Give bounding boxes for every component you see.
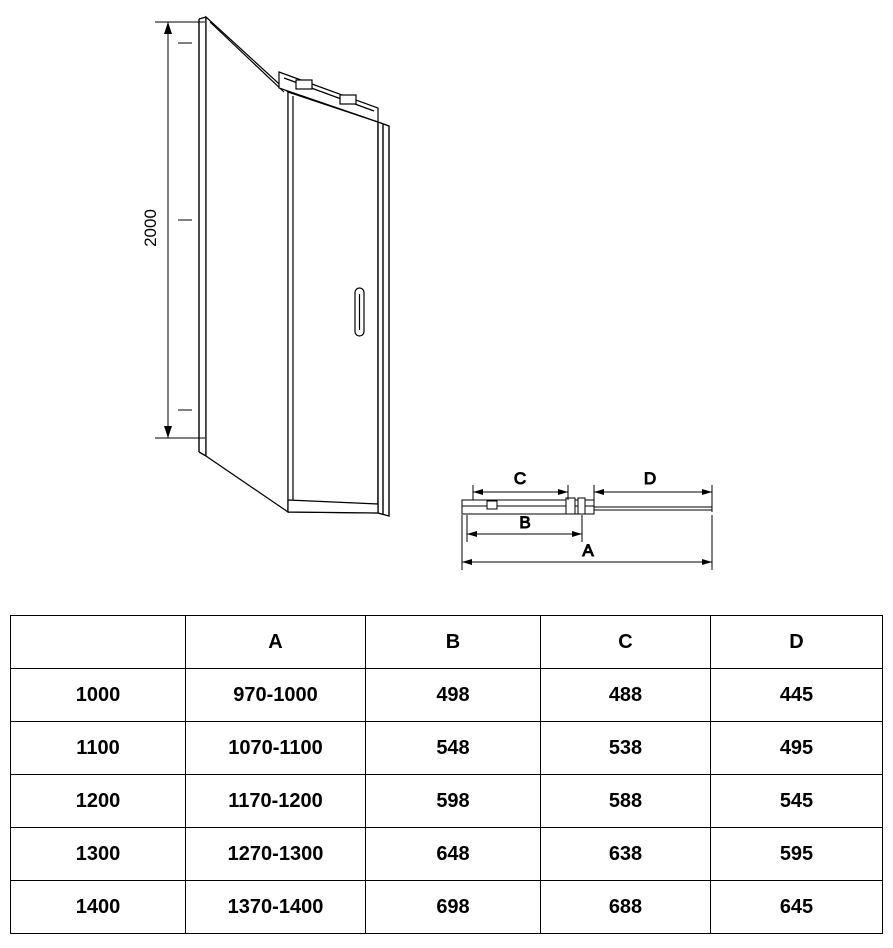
dimension-b-label: B xyxy=(519,513,531,532)
plan-glass-line xyxy=(594,507,712,510)
table-cell-a: 1070-1100 xyxy=(186,722,366,775)
table-cell-c: 488 xyxy=(541,669,711,722)
table-row xyxy=(11,669,883,722)
table-cell-a: 1170-1200 xyxy=(186,775,366,828)
table-row xyxy=(11,722,883,775)
table-cell-a: 1370-1400 xyxy=(186,881,366,934)
table-header-a: A xyxy=(186,616,366,669)
table-cell-size: 1200 xyxy=(11,775,186,828)
dimension-c-label: C xyxy=(513,469,527,488)
dimension-d-label: D xyxy=(643,469,657,488)
table-cell-c: 538 xyxy=(541,722,711,775)
right-vertical-profile xyxy=(378,122,389,516)
table-header-corner xyxy=(11,616,186,669)
table-row xyxy=(11,775,883,828)
table-cell-size: 1300 xyxy=(11,828,186,881)
table-row xyxy=(11,828,883,881)
table-header-d: D xyxy=(711,616,883,669)
table-cell-b: 698 xyxy=(366,881,541,934)
frame-tick-marks xyxy=(178,43,192,410)
height-dimension xyxy=(155,22,205,438)
table-cell-size: 1000 xyxy=(11,669,186,722)
table-cell-a: 1270-1300 xyxy=(186,828,366,881)
table-cell-size: 1100 xyxy=(11,722,186,775)
height-dimension-label: 2000 xyxy=(141,209,160,247)
table-cell-d: 545 xyxy=(711,775,883,828)
table-header-c: C xyxy=(541,616,711,669)
front-elevation-view xyxy=(155,17,389,516)
table-cell-c: 638 xyxy=(541,828,711,881)
dimensions-table xyxy=(10,615,883,934)
table-cell-d: 495 xyxy=(711,722,883,775)
table-cell-c: 688 xyxy=(541,881,711,934)
plan-track-body xyxy=(462,498,594,514)
table-cell-b: 548 xyxy=(366,722,541,775)
table-cell-d: 645 xyxy=(711,881,883,934)
table-cell-a: 970-1000 xyxy=(186,669,366,722)
table-cell-d: 445 xyxy=(711,669,883,722)
wall-profile-frame xyxy=(199,17,206,456)
table-cell-d: 595 xyxy=(711,828,883,881)
table-cell-b: 598 xyxy=(366,775,541,828)
plan-view xyxy=(462,469,712,570)
fixed-glass-panel xyxy=(206,17,288,512)
table-cell-size: 1400 xyxy=(11,881,186,934)
door-handle xyxy=(355,288,364,336)
table-header-row xyxy=(11,616,883,669)
dimension-d xyxy=(594,485,712,512)
table-row xyxy=(11,881,883,934)
table-cell-c: 588 xyxy=(541,775,711,828)
table-cell-b: 648 xyxy=(366,828,541,881)
table-cell-b: 498 xyxy=(366,669,541,722)
table-header-b: B xyxy=(366,616,541,669)
dimension-a-label: A xyxy=(582,541,594,560)
